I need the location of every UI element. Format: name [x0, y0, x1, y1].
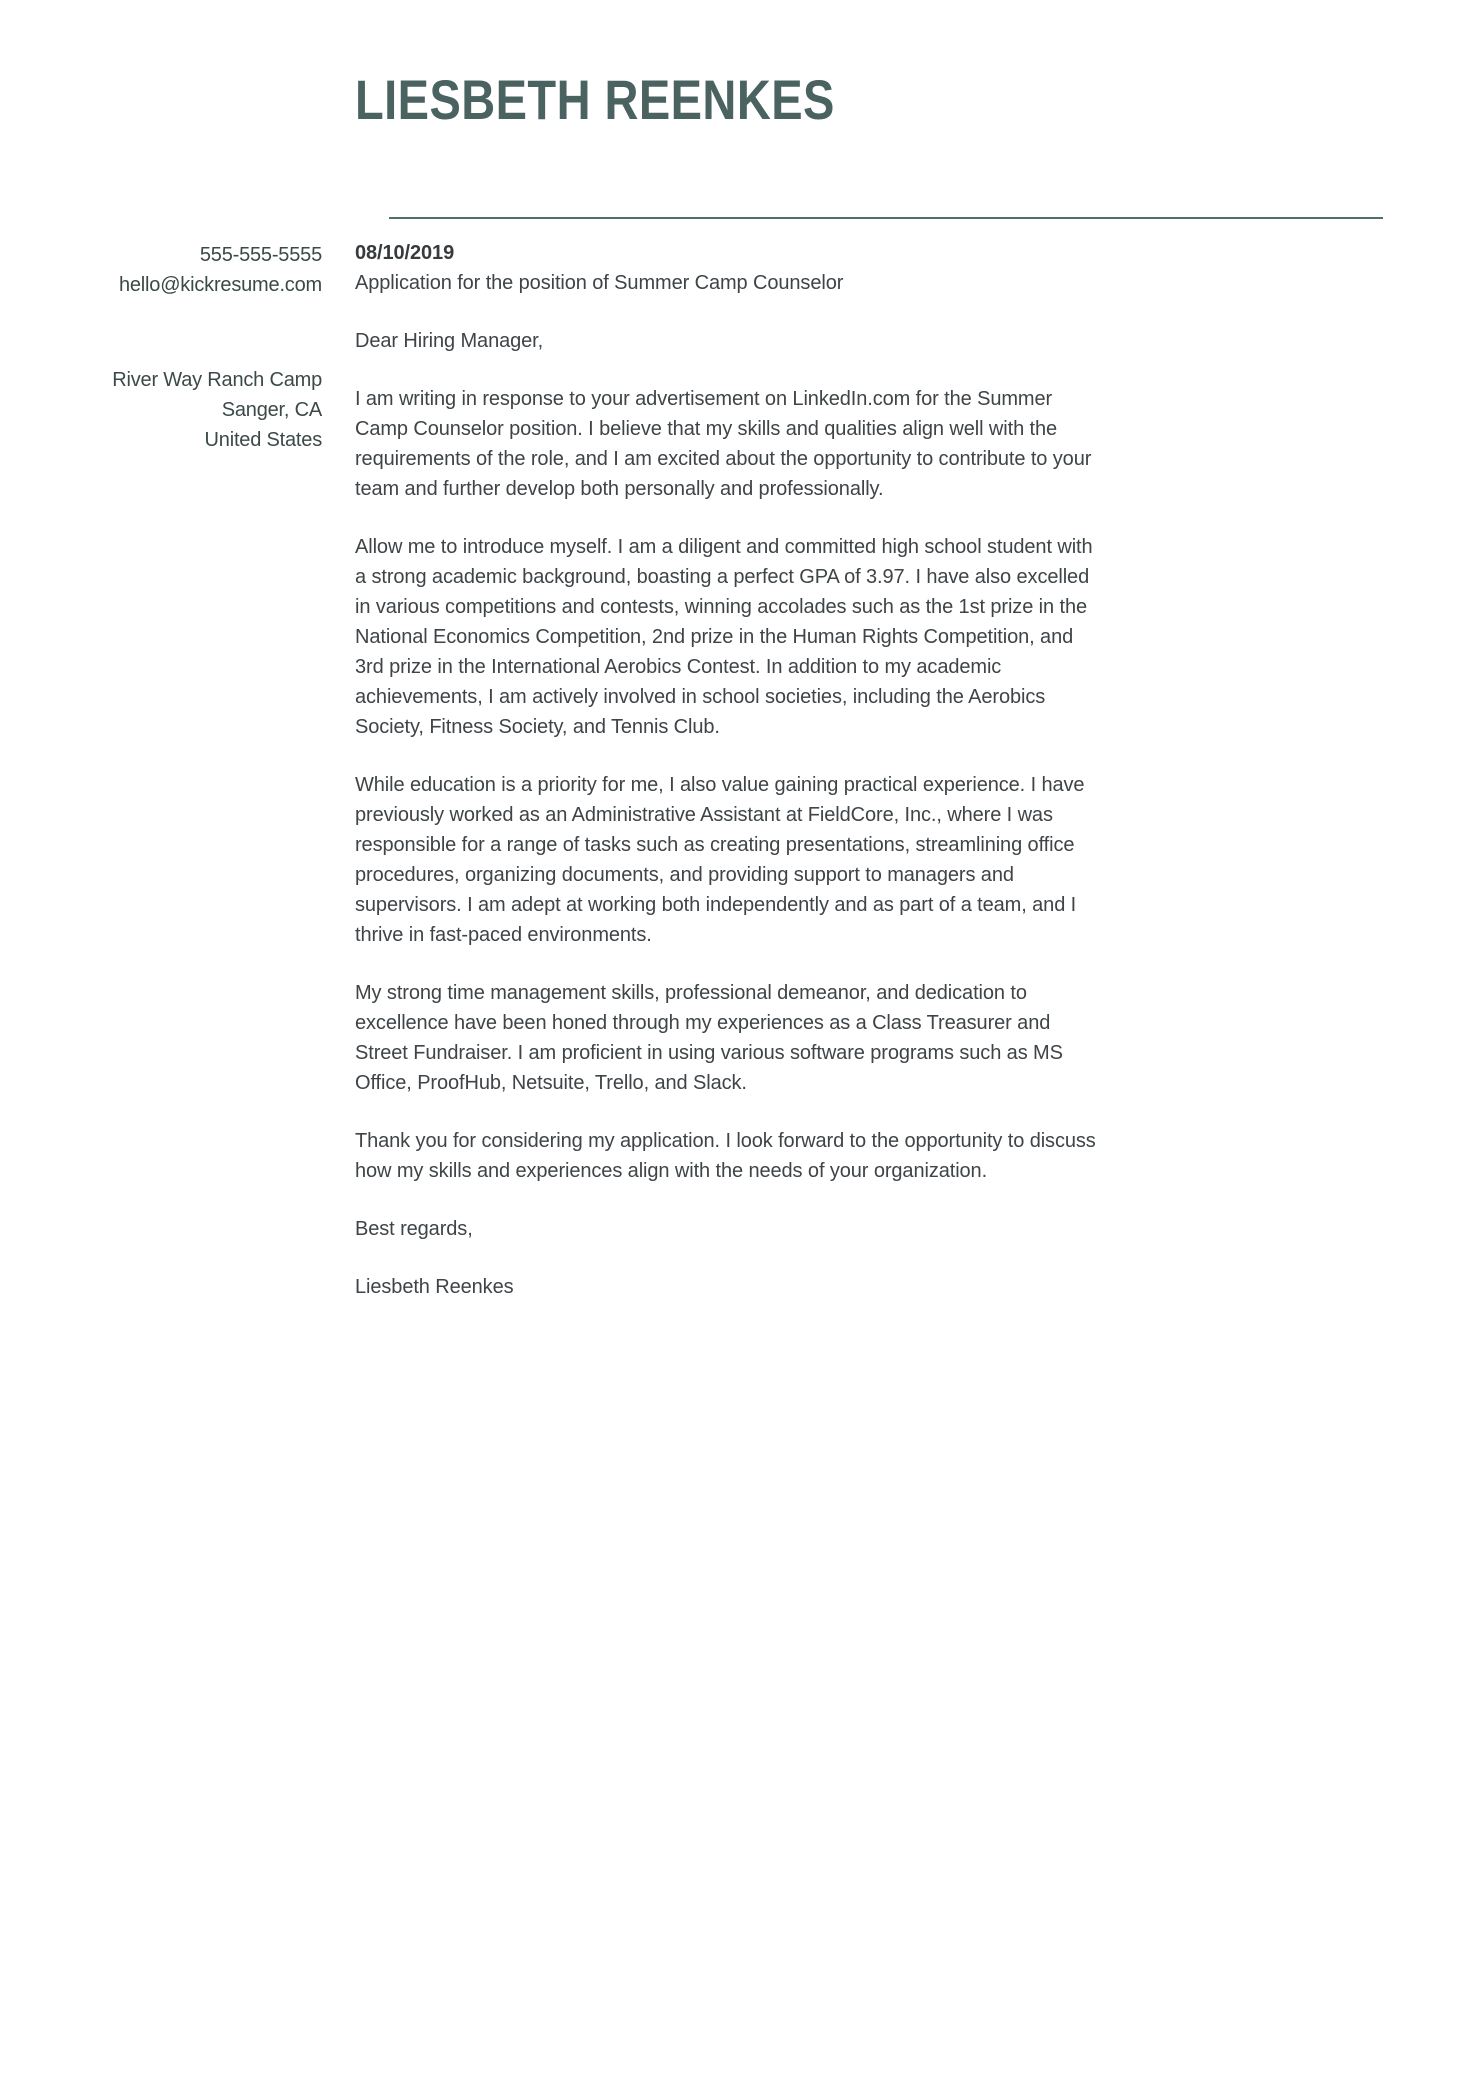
contact-email: hello@kickresume.com [118, 274, 322, 296]
letter-closing: Best regards, [355, 1218, 473, 1240]
contact-address-line: Sanger, CA [221, 399, 322, 421]
letter-paragraph: Allow me to introduce myself. I am a diligent and committed high school student with a strong academic background, boasting a perfect GPA of 3.97. I have also excelled in various competitions and contests, winning accolades such as the 1st prize in the National Economics Competition, 2nd prize in the Human Rights Competition, and 3rd prize in the International Aerobics Contest. In addition to my academic achievements, I am actively involved in school societies, including the Aerobics Society, Fitness Society, and Tennis Club. [355, 536, 1093, 738]
contact-address-line: River Way Ranch Camp [112, 369, 322, 391]
contact-address [0, 365, 322, 455]
letter-content [355, 238, 1100, 1302]
contact-column [0, 240, 322, 455]
contact-address-line: United States [204, 429, 322, 451]
contact-phone: 555-555-5555 [199, 244, 322, 266]
letter-date: 08/10/2019 [355, 242, 455, 264]
letter-meta [355, 238, 1100, 298]
page-title: LIESBETH REENKES [355, 68, 835, 131]
letter-paragraph: My strong time management skills, professional demeanor, and dedication to excellence have been honed through my experiences as a Class Treasurer and Street Fundraiser. I am proficient in using various software programs such as MS Office, ProofHub, Netsuite, Trello, and Slack. [355, 982, 1063, 1094]
letter-salutation: Dear Hiring Manager, [355, 330, 544, 352]
letter-paragraph: While education is a priority for me, I also value gaining practical experience. I have previously worked as an Administrative Assistant at FieldCore, Inc., where I was responsible for a range of tasks such as creating presentations, streamlining office procedures, organizing documents, and providing support to managers and supervisors. I am adept at working both independently and as part of a team, and I thrive in fast-paced environments. [355, 774, 1085, 946]
letter-subject: Application for the position of Summer Camp Counselor [355, 272, 844, 294]
letter-paragraph: Thank you for considering my application. I look forward to the opportunity to discuss how my skills and experiences align with the needs of your organization. [355, 1130, 1096, 1182]
header-divider [389, 217, 1383, 219]
letter-body [355, 384, 1100, 1186]
letter-signature: Liesbeth Reenkes [355, 1276, 514, 1298]
letter-paragraph: I am writing in response to your advertisement on LinkedIn.com for the Summer Camp Counselor position. I believe that my skills and qualities align well with the requirements of the role, and I am excited about the opportunity to contribute to your team and further develop both personally and professionally. [355, 388, 1092, 500]
